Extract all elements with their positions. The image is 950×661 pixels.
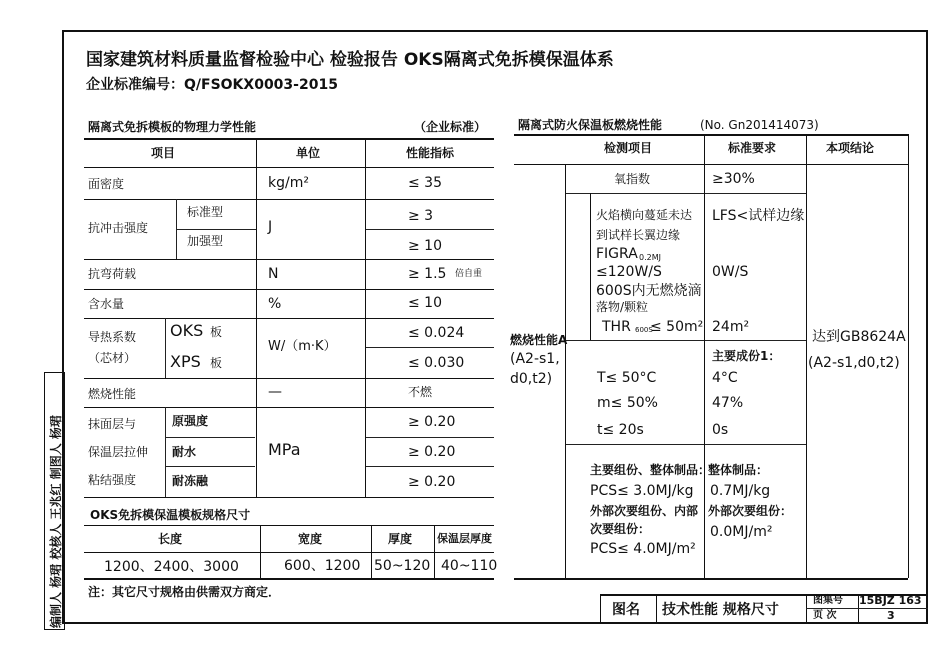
oxygen-req: ≥30% xyxy=(712,171,755,187)
conclusion-line2: (A2-s1,d0,t2) xyxy=(808,355,900,371)
flame-r1: LFS<试样边缘 xyxy=(712,208,805,224)
row-impact-v2: ≥ 10 xyxy=(408,238,442,254)
flame-r2: 0W/S xyxy=(712,264,749,280)
category-label: 燃烧性能A xyxy=(510,333,568,347)
spec-length: 1200、2400、3000 xyxy=(104,559,239,575)
row-thermal-v2: ≤ 0.030 xyxy=(408,355,465,371)
flame-l3: FIGRA xyxy=(596,246,638,262)
flame-l7: THR xyxy=(602,319,631,335)
furnace-l2: m≤ 50% xyxy=(597,395,658,411)
row-bond-v2: ≥ 0.20 xyxy=(408,444,456,460)
furnace-r0: 主要成份1： xyxy=(712,349,781,363)
oxygen-label: 氧指数 xyxy=(614,172,651,186)
spec-thickness: 50~120 xyxy=(374,558,431,574)
row-impact-sub2: 加强型 xyxy=(187,234,224,248)
spec-width: 600、1200 xyxy=(284,558,361,574)
pcs-r1: 整体制品： xyxy=(708,463,769,477)
row-bending-unit: N xyxy=(268,266,279,282)
row-bond-item2: 保温层拉伸 xyxy=(88,445,149,459)
row-impact-unit: J xyxy=(268,219,273,235)
flame-l4: ≤120W/S xyxy=(596,264,662,280)
row-water-unit: % xyxy=(268,296,282,312)
furnace-r1: 4°C xyxy=(712,370,738,386)
row-density-value: ≤ 35 xyxy=(408,175,442,191)
header-unit: 单位 xyxy=(296,146,321,160)
row-thermal-sub1b: 板 xyxy=(210,325,223,339)
row-impact-v1: ≥ 3 xyxy=(408,208,434,224)
header-index: 性能指标 xyxy=(406,146,455,160)
flame-l2: 到试样长翼边缘 xyxy=(596,228,681,242)
row-bond-sub1: 原强度 xyxy=(172,414,209,428)
row-water-value: ≤ 10 xyxy=(408,295,442,311)
page-value: 3 xyxy=(887,609,895,622)
left-table-note: （企业标准） xyxy=(414,120,487,134)
row-density-unit: kg/m² xyxy=(268,175,309,191)
flame-l1: 火焰横向蔓延未达 xyxy=(596,208,693,222)
atlas-value: 15BJZ 163 xyxy=(859,594,922,607)
title-block-label: 图名 xyxy=(612,602,640,618)
row-impact-sub1: 标准型 xyxy=(187,205,224,219)
right-header-req: 标准要求 xyxy=(728,141,777,155)
pcs-l5: PCS≤ 4.0MJ/m² xyxy=(590,541,696,557)
row-thermal-unit: W/（m·K） xyxy=(268,339,337,354)
row-impact-item: 抗冲击强度 xyxy=(88,221,149,235)
page-label: 页 次 xyxy=(813,610,837,621)
row-bond-sub3: 耐冻融 xyxy=(172,474,209,488)
pcs-r3: 外部次要组份： xyxy=(708,504,793,518)
category-class2: d0,t2) xyxy=(510,371,553,387)
flame-l3sub: 0.2MJ xyxy=(639,253,661,262)
pcs-l4: 次要组份： xyxy=(590,522,651,536)
header-item: 项目 xyxy=(151,146,176,160)
pcs-l3: 外部次要组份、内部 xyxy=(590,504,699,518)
row-bond-unit: MPa xyxy=(268,440,301,459)
spec-insulation: 40~110 xyxy=(441,558,498,574)
spec-header-width: 宽度 xyxy=(298,532,323,546)
flame-l5: 600S内无燃烧滴 xyxy=(596,283,702,299)
pcs-l1: 主要组份、整体制品： xyxy=(590,463,711,477)
row-bond-v1: ≥ 0.20 xyxy=(408,414,456,430)
row-bond-sub2: 耐水 xyxy=(172,445,197,459)
furnace-l1: T≤ 50°C xyxy=(597,370,657,386)
row-fire-value: 不燃 xyxy=(408,385,433,399)
furnace-r2: 47% xyxy=(712,395,744,411)
row-thermal-sub1: OKS xyxy=(170,321,204,340)
row-thermal-item1: 导热系数 xyxy=(88,330,137,344)
row-water-item: 含水量 xyxy=(88,297,125,311)
right-header-conclusion: 本项结论 xyxy=(826,141,875,155)
pcs-r4: 0.0MJ/m² xyxy=(710,524,773,540)
pcs-l2: PCS≤ 3.0MJ/kg xyxy=(590,483,694,499)
row-bending-item: 抗弯荷载 xyxy=(88,267,137,281)
left-table-top-rule xyxy=(84,138,494,140)
footnote: 注：其它尺寸规格由供需双方商定． xyxy=(88,585,281,599)
flame-l6: 落物/颗粒 xyxy=(596,300,649,314)
row-bond-item3: 粘结强度 xyxy=(88,473,137,487)
furnace-r3: 0s xyxy=(712,422,729,438)
category-class1: (A2-s1, xyxy=(510,351,560,367)
row-thermal-item2: （芯材） xyxy=(88,351,137,365)
row-thermal-sub2b: 板 xyxy=(210,356,223,370)
right-table-number: (No. Gn201414073) xyxy=(700,118,819,132)
right-header-item: 检测项目 xyxy=(604,141,653,155)
standard-number: 企业标准编号：Q/FSOKX0003-2015 xyxy=(86,77,338,93)
conclusion-line1: 达到GB8624A xyxy=(812,329,906,345)
row-thermal-v1: ≤ 0.024 xyxy=(408,325,465,341)
spec-header-insulation: 保温层厚度 xyxy=(437,532,492,545)
atlas-label: 图集号 xyxy=(813,595,843,606)
spec-header-thickness: 厚度 xyxy=(388,532,413,546)
row-bending-value: ≥ 1.5 xyxy=(408,266,447,282)
furnace-l3: t≤ 20s xyxy=(597,422,644,438)
spec-header-length: 长度 xyxy=(158,532,183,546)
row-bond-item1: 抹面层与 xyxy=(88,417,137,431)
row-fire-unit: — xyxy=(268,384,282,400)
report-title: 国家建筑材料质量监督检验中心 检验报告 OKS隔离式免拆模保温体系 xyxy=(86,50,614,70)
flame-l7sub: 600S xyxy=(635,326,653,334)
signature-strip-text: 编制人 杨珺 校核人 王兆红 制图人 杨珺 xyxy=(49,415,63,628)
row-density-item: 面密度 xyxy=(88,177,125,191)
pcs-r2: 0.7MJ/kg xyxy=(710,483,771,499)
flame-l7b: ≤ 50m² xyxy=(650,319,704,335)
row-bond-v3: ≥ 0.20 xyxy=(408,474,456,490)
right-table-title: 隔离式防火保温板燃烧性能 xyxy=(518,118,663,132)
title-block-name: 技术性能 规格尺寸 xyxy=(662,602,779,618)
row-bending-note: 倍自重 xyxy=(455,269,483,279)
left-table-title: 隔离式免拆模板的物理力学性能 xyxy=(88,120,257,134)
row-thermal-sub2: XPS xyxy=(170,352,201,371)
spec-table-title: OKS免拆模保温模板规格尺寸 xyxy=(90,508,251,522)
row-fire-item: 燃烧性能 xyxy=(88,387,137,401)
flame-r3: 24m² xyxy=(712,319,750,335)
